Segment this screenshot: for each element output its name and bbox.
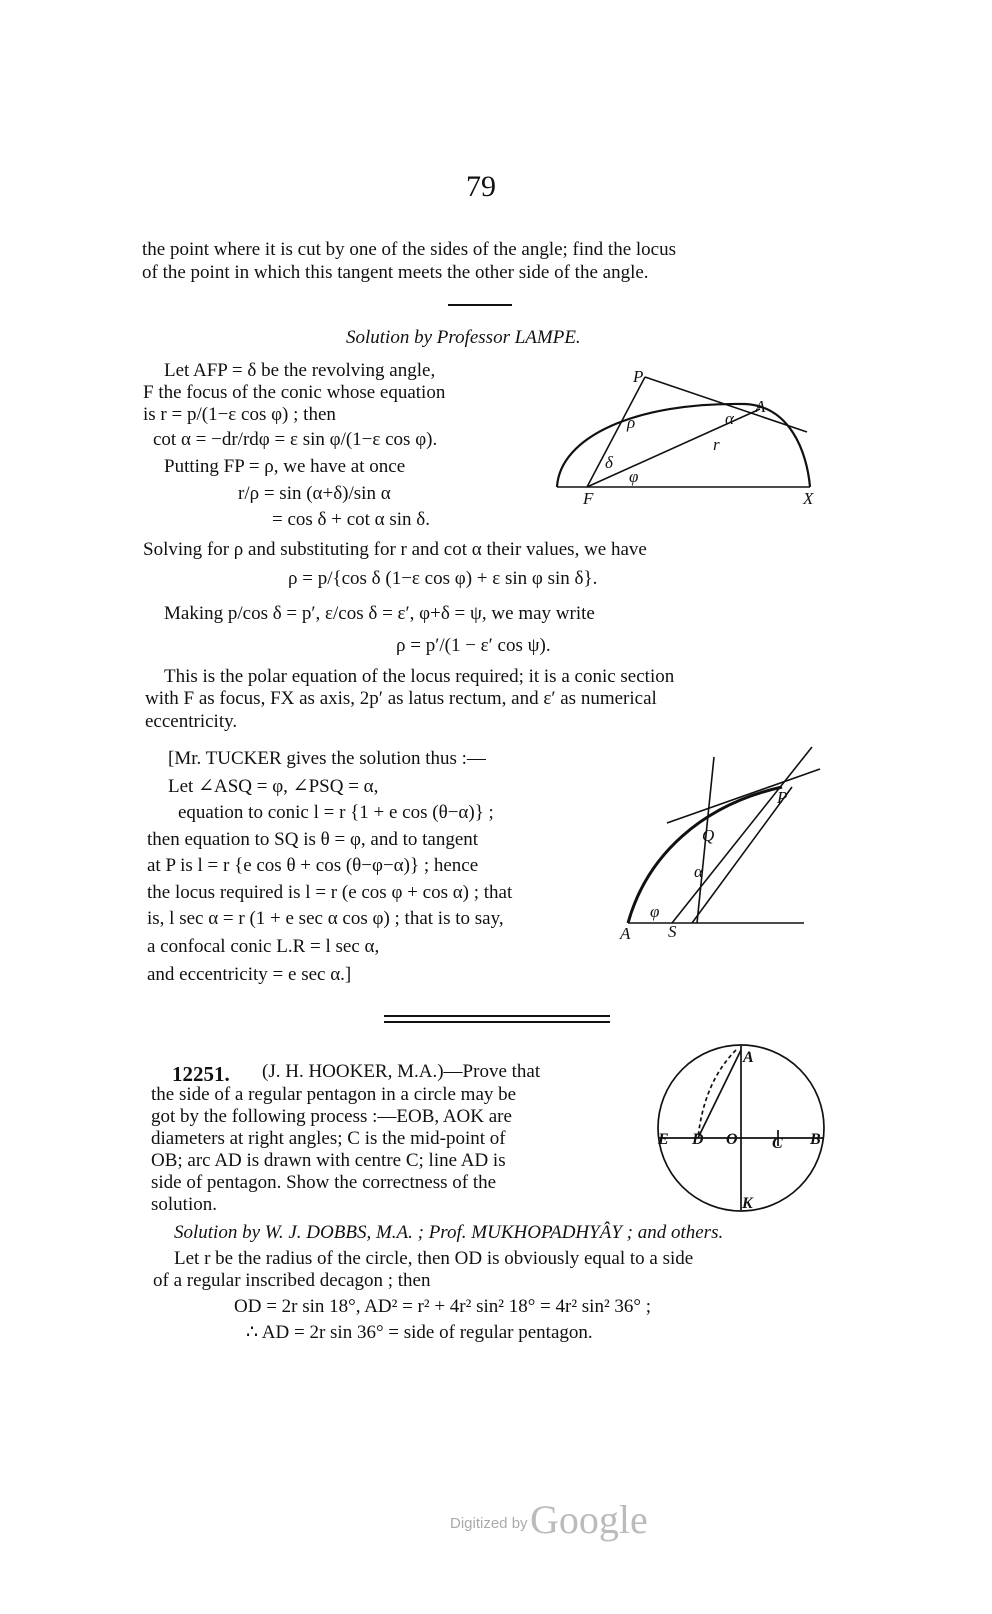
google-watermark: Google — [530, 1497, 648, 1542]
fig1-label-delta: δ — [605, 453, 613, 472]
fig3-label-K: K — [742, 1195, 753, 1212]
fig2-label-P: P — [777, 788, 788, 807]
solution1-line-7: = cos δ + cot α sin δ. — [272, 509, 431, 530]
solution1-line-12: This is the polar equation of the locus required; it is a conic section — [164, 666, 675, 687]
problem-line-6: side of pentagon. Show the correctness of the — [151, 1172, 497, 1193]
fig3-label-O: O — [726, 1131, 738, 1148]
tucker-line-8: a confocal conic L.R = l sec α, — [147, 936, 380, 957]
solution1-line-8: Solving for ρ and substituting for r and cot α their values, we have — [143, 539, 647, 560]
digitized-by-text: Digitized by — [450, 1515, 528, 1532]
solution1-line-14: eccentricity. — [145, 711, 238, 732]
solution2-heading: Solution by W. J. DOBBS, M.A. ; Prof. MUKHOPADHYÂY ; and others. — [174, 1222, 724, 1243]
page-number: 79 — [466, 170, 496, 203]
problem-line-3: got by the following process :—EOB, AOK are — [151, 1106, 512, 1127]
solution2-line-3: OD = 2r sin 18°, AD² = r² + 4r² sin² 18° = 4r² sin² 36° ; — [234, 1296, 652, 1317]
tucker-line-6: the locus required is l = r (e cos φ + cos α) ; that — [147, 882, 513, 903]
solution1-line-2: F the focus of the conic whose equation — [143, 382, 446, 403]
solution1-line-1: Let AFP = δ be the revolving angle, — [164, 360, 436, 381]
tucker-figure — [612, 745, 832, 945]
intro-line-1: the point where it is cut by one of the sides of the angle; find the locus — [142, 239, 676, 260]
fig1-label-P: P — [633, 367, 644, 386]
tucker-line-1: [Mr. TUCKER gives the solution thus :— — [168, 748, 486, 769]
fig2-label-S: S — [668, 922, 677, 941]
solution1-line-6: r/ρ = sin (α+δ)/sin α — [238, 483, 391, 504]
fig2-label-alpha: α — [694, 862, 703, 881]
solution2-line-1: Let r be the radius of the circle, then OD is obviously equal to a side — [174, 1248, 694, 1269]
problem-line-4: diameters at right angles; C is the mid-point of — [151, 1128, 506, 1149]
double-rule-bottom — [384, 1021, 610, 1023]
solution1-line-3: is r = p/(1−ε cos φ) ; then — [143, 404, 336, 425]
solution1-line-13: with F as focus, FX as axis, 2p′ as latus rectum, and ε′ as numerical — [145, 688, 657, 709]
fig1-label-r: r — [713, 435, 720, 454]
problem-line-2: the side of a regular pentagon in a circle may be — [151, 1084, 517, 1105]
intro-line-2: of the point in which this tangent meets the other side of the angle. — [142, 262, 649, 283]
problem-line-7: solution. — [151, 1194, 217, 1215]
solution1-line-10: Making p/cos δ = p′, ε/cos δ = ε′, φ+δ = ψ, we may write — [164, 603, 595, 624]
fig1-label-rho: ρ — [627, 413, 636, 432]
fig3-label-B: B — [810, 1131, 821, 1148]
problem-line-1: (J. H. HOOKER, M.A.)—Prove that — [262, 1061, 541, 1082]
fig3-label-E: E — [658, 1131, 669, 1148]
solution1-line-5: Putting FP = ρ, we have at once — [164, 456, 406, 477]
fig2-label-phi: φ — [650, 902, 660, 921]
tucker-line-2: Let ∠ASQ = φ, ∠PSQ = α, — [168, 776, 379, 797]
fig1-label-X: X — [803, 489, 814, 508]
solution1-line-4: cot α = −dr/rdφ = ε sin φ/(1−ε cos φ). — [153, 429, 438, 450]
tucker-line-4: then equation to SQ is θ = φ, and to tangent — [147, 829, 479, 850]
separator-rule — [448, 304, 512, 306]
fig3-label-C: C — [772, 1135, 783, 1152]
tucker-line-7: is, l sec α = r (1 + e sec α cos φ) ; that is to say, — [147, 908, 504, 929]
fig3-label-D: D — [692, 1131, 704, 1148]
double-rule-top — [384, 1015, 610, 1017]
solution1-line-9: ρ = p/{cos δ (1−ε cos φ) + ε sin φ sin δ}. — [288, 568, 598, 589]
tucker-line-5: at P is l = r {e cos θ + cos (θ−φ−α)} ; hence — [147, 855, 479, 876]
fig1-label-phi: φ — [629, 467, 639, 486]
fig1-label-A: A — [755, 397, 766, 416]
solution1-line-11: ρ = p′/(1 − ε′ cos ψ). — [396, 635, 551, 656]
problem-number: 12251. — [172, 1062, 230, 1086]
problem-line-5: OB; arc AD is drawn with centre C; line AD is — [151, 1150, 506, 1171]
fig1-label-F: F — [583, 489, 594, 508]
conic-figure — [545, 362, 835, 512]
tucker-line-9: and eccentricity = e sec α.] — [147, 964, 352, 985]
solution2-line-4: ∴ AD = 2r sin 36° = side of regular pentagon. — [246, 1322, 593, 1343]
fig2-label-Q: Q — [702, 826, 715, 845]
solution-heading: Solution by Professor LAMPE. — [346, 327, 581, 348]
fig2-label-A: A — [620, 924, 631, 943]
tucker-line-3: equation to conic l = r {1 + e cos (θ−α)} ; — [178, 802, 494, 823]
fig1-label-alpha: α — [725, 409, 734, 428]
solution2-line-2: of a regular inscribed decagon ; then — [153, 1270, 431, 1291]
fig3-label-A: A — [743, 1049, 754, 1066]
pentagon-circle-figure — [652, 1042, 832, 1214]
